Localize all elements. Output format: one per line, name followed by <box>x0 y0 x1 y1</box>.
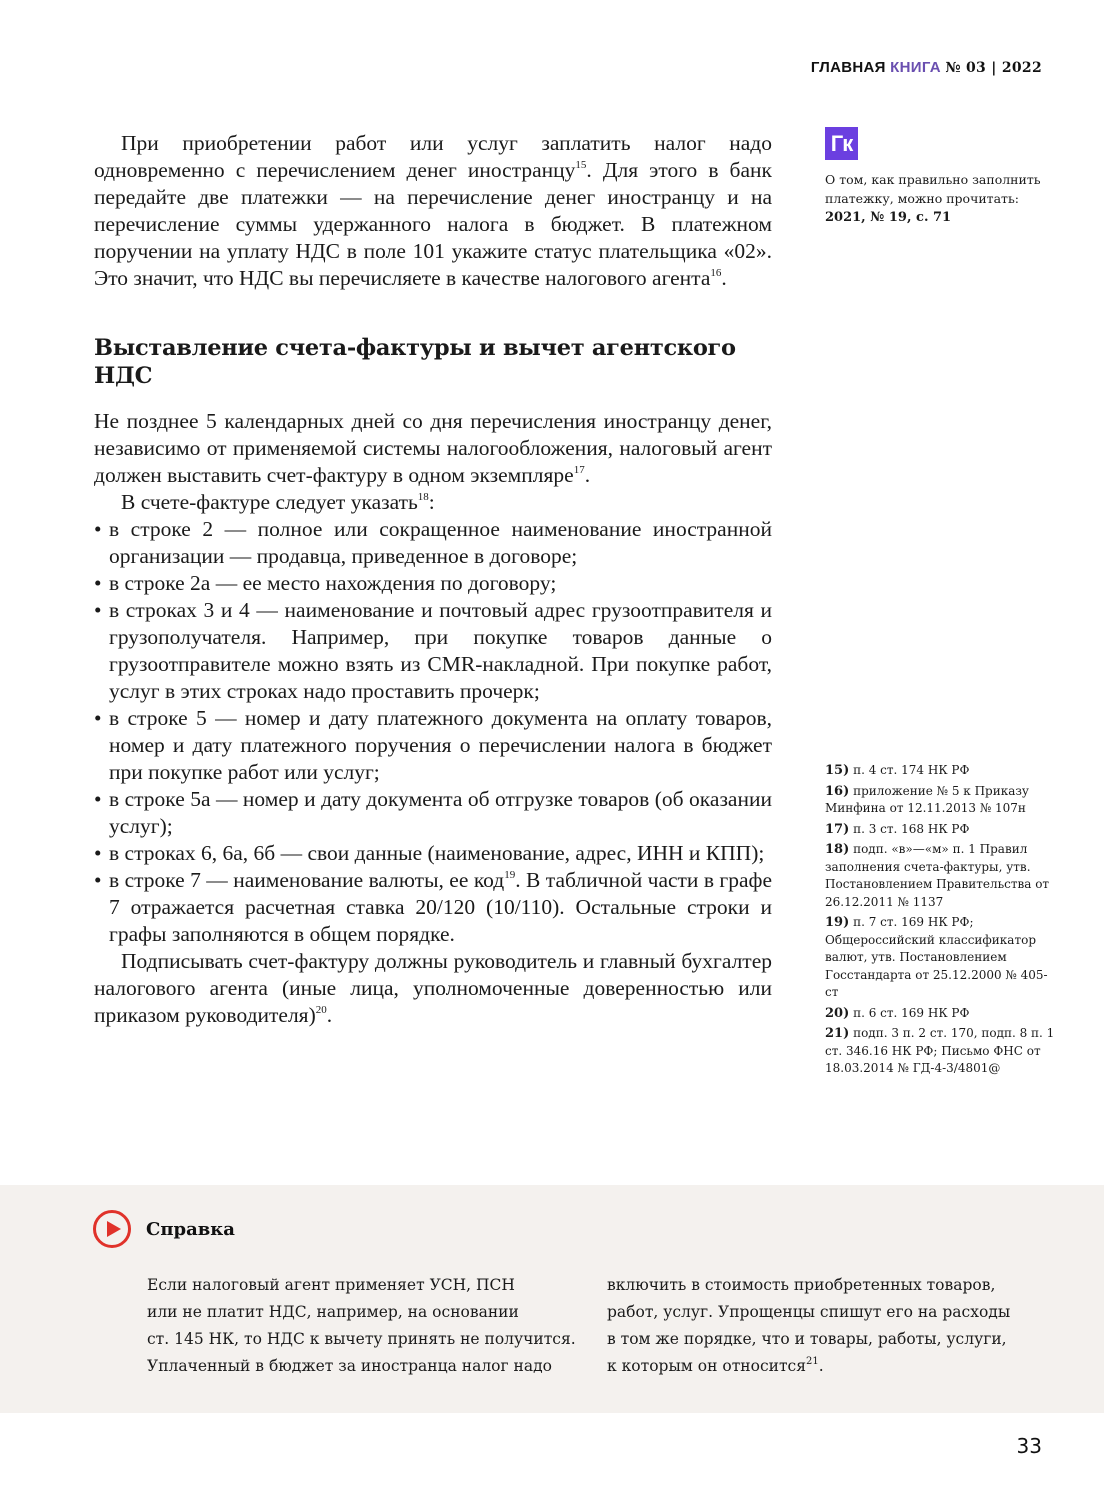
footnote-item <box>825 1005 1055 1023</box>
footnote-ref-20[interactable]: 20 <box>315 1004 327 1016</box>
footnote-item <box>825 821 1055 839</box>
info-line: или не платит НДС, например, на основании <box>147 1303 519 1321</box>
scalloped-edge <box>0 1181 1104 1189</box>
info-line: включить в стоимость приобретенных товаров, <box>607 1276 996 1294</box>
gk-logo-icon: Гк <box>825 127 858 160</box>
info-box-left-column <box>147 1272 587 1380</box>
list-item <box>94 867 772 948</box>
footnote-number: 20) <box>825 1005 850 1021</box>
info-line-last <box>607 1353 1047 1380</box>
list-item <box>94 840 772 867</box>
para1-text: Не позднее 5 календарных дней со дня перечисления иностранцу денег, независимо от применяемой системы налогообложения, налоговый агент должен выставить счет-фактуру в одном экземпляре <box>94 409 772 487</box>
footnote-text: п. 3 ст. 168 НК РФ <box>853 821 970 836</box>
footnote-ref-18[interactable]: 18 <box>417 491 429 503</box>
footnotes-list <box>825 762 1055 1081</box>
bullet-icon: • <box>94 841 102 865</box>
issue-number: № 03 | 2022 <box>945 60 1042 76</box>
para2-text: В счете-фактуре следует указать <box>121 490 418 514</box>
footnote-text: п. 7 ст. 169 НК РФ; Общероссийский классификатор валют, утв. Постановлением Госстандарта от 25.12.2000 № 405-ст <box>825 915 1048 999</box>
reference-link[interactable]: 2021, № 19, с. 71 <box>825 210 952 225</box>
footnote-ref-17[interactable]: 17 <box>573 464 585 476</box>
bullet-icon: • <box>94 868 102 892</box>
info-line: Уплаченный в бюджет за иностранца налог надо <box>147 1357 552 1375</box>
footnote-text: подп. «в»—«м» п. 1 Правил заполнения счета-фактуры, утв. Постановлением Правительства от 26.12.2011 № 1137 <box>825 842 1050 909</box>
list-item <box>94 570 772 597</box>
bullet-icon: • <box>94 571 102 595</box>
bullet-icon: • <box>94 517 102 541</box>
section-title: Выставление счета-фактуры и вычет агентского НДС <box>94 335 736 389</box>
bullet-icon: • <box>94 787 102 811</box>
play-circle-icon <box>92 1209 132 1249</box>
footnote-item <box>825 914 1055 1002</box>
info-line: работ, услуг. Упрощенцы спишут его на расходы <box>607 1303 1011 1321</box>
info-box-spravka <box>0 1185 1104 1413</box>
footnote-ref-21[interactable]: 21 <box>806 1356 819 1367</box>
footnote-number: 15) <box>825 763 850 778</box>
footnote-number: 18) <box>825 842 850 857</box>
info-box-title: Справка <box>146 1218 235 1240</box>
footnote-item <box>825 841 1055 911</box>
footnote-item <box>825 1025 1055 1078</box>
info-line: ст. 145 НК, то НДС к вычету принять не получится. <box>147 1330 576 1348</box>
sidebar-reference <box>825 127 1055 227</box>
footnote-number: 19) <box>825 915 850 930</box>
invoice-fields-intro <box>94 489 772 516</box>
info-line-end: . <box>818 1357 824 1375</box>
para3-text: Подписывать счет-фактуру должны руководитель и главный бухгалтер налогового агента (иные лица, уполномоченные доверенностью или приказом руководителя) <box>94 949 772 1027</box>
signature-paragraph <box>94 948 772 1029</box>
info-box-right-column <box>607 1272 1047 1380</box>
info-box-header <box>92 1209 235 1249</box>
footnote-ref-16[interactable]: 16 <box>710 267 722 279</box>
intro-paragraph <box>94 130 772 292</box>
magazine-header <box>811 59 1042 76</box>
list-item-text: в строке 5а — номер и дату документа об отгрузке товаров (об оказании услуг); <box>109 787 772 838</box>
bullet-icon: • <box>94 706 102 730</box>
footnote-ref-19[interactable]: 19 <box>504 869 516 881</box>
intro-text-2: . Для этого в банк передайте две платежки — на перечисление денег иностранцу и на перечисление суммы удержанного налога в бюджет. В платежном поручении на уплату НДС в поле 101 укажите статус плательщика «02». Это значит, что НДС вы перечисляете в качестве налогового агента <box>94 158 772 290</box>
invoice-fields-list <box>94 516 772 948</box>
footnote-item <box>825 783 1055 818</box>
list-item-text: в строке 5 — номер и дату платежного документа на оплату товаров, номер и дату платежного поручения о перечислении налога в бюджет при покупке работ или услуг; <box>109 706 772 784</box>
info-line: в том же порядке, что и товары, работы, услуги, <box>607 1330 1007 1348</box>
footnote-number: 21) <box>825 1026 850 1041</box>
main-article-column <box>94 130 772 1029</box>
intro-text: При приобретении работ или услуг заплатить налог надо одновременно с перечислением денег иностранцу <box>94 131 772 182</box>
brand-name-part1: ГЛАВНАЯ <box>810 59 886 76</box>
bullet-icon: • <box>94 598 102 622</box>
para1-end: . <box>584 463 591 487</box>
footnote-text: п. 4 ст. 174 НК РФ <box>853 763 970 777</box>
reference-text: О том, как правильно заполнить платежку, можно прочитать: <box>825 172 1041 206</box>
footnote-item <box>825 762 1055 780</box>
info-line-text: к которым он относится <box>607 1357 806 1375</box>
list-item <box>94 705 772 786</box>
footnote-text: приложение № 5 к Приказу Минфина от 12.11.2013 № 107н <box>825 783 1029 815</box>
intro-end: . <box>721 266 727 290</box>
footnote-number: 17) <box>825 821 850 837</box>
invoice-deadline-paragraph <box>94 408 772 489</box>
list-item <box>94 786 772 840</box>
para2-end: : <box>428 490 435 514</box>
footnote-ref-15[interactable]: 15 <box>575 159 587 171</box>
footnote-text: подп. 3 п. 2 ст. 170, подп. 8 п. 1 ст. 346.16 НК РФ; Письмо ФНС от 18.03.2014 № ГД-4-3/4801@ <box>825 1026 1055 1075</box>
list-item-text: в строках 3 и 4 — наименование и почтовый адрес грузоотправителя и грузополучателя. Например, при покупке товаров данные о грузоотправителе можно взять из CMR-накладной. При покупке работ, услуг в этих строках надо проставить прочерк; <box>109 598 772 703</box>
footnote-number: 16) <box>825 783 850 799</box>
info-line: Если налоговый агент применяет УСН, ПСН <box>147 1276 515 1294</box>
list-item-text: в строке 7 — наименование валюты, ее код <box>109 868 505 892</box>
list-item-text: в строках 6, 6а, 6б — свои данные (наименование, адрес, ИНН и КПП); <box>109 841 765 865</box>
footnote-text: п. 6 ст. 169 НК РФ <box>853 1005 970 1020</box>
list-item <box>94 516 772 570</box>
list-item-text: в строке 2а — ее место нахождения по договору; <box>109 571 557 595</box>
list-item-text: в строке 2 — полное или сокращенное наименование иностранной организации — продавца, приведенное в договоре; <box>109 517 772 568</box>
para3-end: . <box>326 1003 333 1027</box>
list-item <box>94 597 772 705</box>
brand-name-part2: КНИГА <box>890 59 941 76</box>
list-item-text-2: . В табличной части в графе 7 отражается расчетная ставка 20/120 (10/110). Остальные строки и графы заполняются в общем порядке. <box>109 868 773 946</box>
page-number: 33 <box>1016 1434 1042 1458</box>
